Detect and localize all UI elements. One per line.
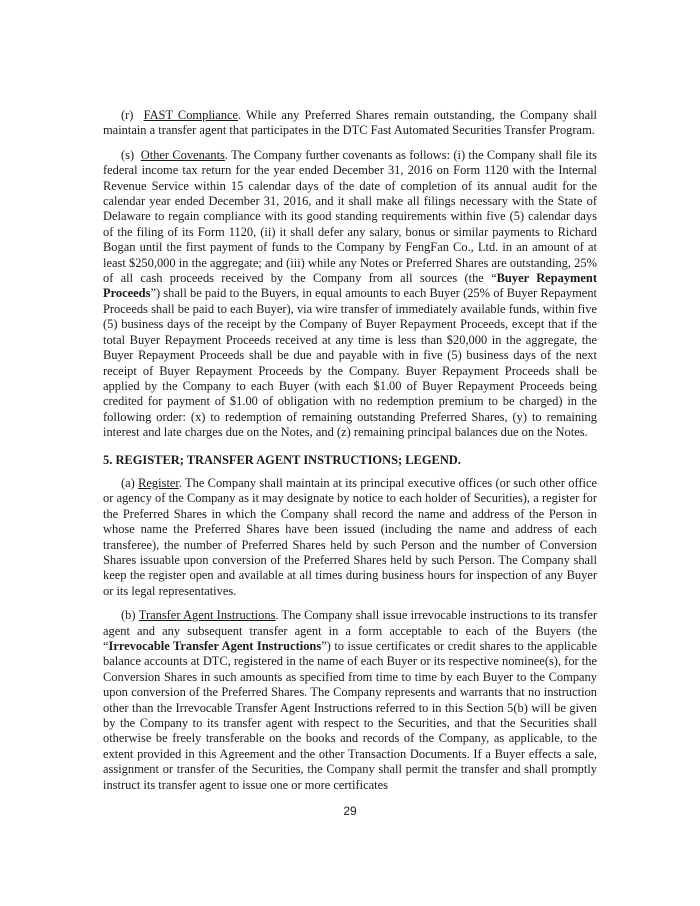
paragraph-text: . The Company shall maintain at its principal executive offices (or such other office or agency of the Company as it may designate by notice to each holder of Securities), a register for the Preferred Shares in which the Company shall record the name and address of the Person in whose name the Preferred Shares have been issued (including the name and address of each transferee), the number of Preferred Shares held by such Person and the number of Conversion Shares issuable upon conversion of the Preferred Shares held by such Person. The Company shall keep the register open and available at all times during business hours for inspection of any Buyer or its legal representatives. <box>103 475 598 598</box>
paragraph-label: (s) <box>121 147 135 162</box>
defined-term: Buyer Repayment Proceeds <box>103 271 597 301</box>
paragraph-title: Register <box>138 475 179 490</box>
paragraph-text: . The Company further covenants as follows: (i) the Company shall file its federal income tax return for the year ended December 31, 2016 on Form 1120 with the Internal Revenue Service within 15 calendar days of the date of completion of its annual audit for the calendar year ended December 31, 2016, and it shall make all filings necessary with the State of Delaware to regain compliance with its good standing requirements within five (5) calendar days of the filing of its Form 1120, (ii) it shall defer any salary, bonus or similar payments to Richard Bogan until the first payment of funds to the Company by FengFan Co., Ltd. in an amount of at least $250,000 in the aggregate; and (iii) while any Notes or Preferred Shares are outstanding, 25% of all cash proceeds received by the Company from all sources (the “ <box>103 147 598 286</box>
paragraph-text: . While any Preferred Shares remain outstanding, the Company shall maintain a transfer agent that participates in the DTC Fast Automated Securities Transfer Program. <box>103 108 597 138</box>
paragraph-title: Other Covenants <box>140 147 225 162</box>
defined-term: Irrevocable Transfer Agent Instructions <box>108 639 322 653</box>
page-number: 29 <box>343 804 357 818</box>
document-body <box>103 108 597 802</box>
paragraph-label: (r) <box>121 108 134 122</box>
paragraph-title: Transfer Agent Instructions <box>138 608 276 623</box>
paragraph-text: ”) shall be paid to the Buyers, in equal amounts to each Buyer (25% of Buyer Repayment Proceeds shall be paid to each Buyer), via wire transfer of immediately available funds, within five (5) business days of the receipt by the Company of Buyer Repayment Proceeds, except that if the total Buyer Repayment Proceeds received at any time is less than $20,000 in the aggregate, the Buyer Repayment Proceeds shall be due and payable with in five (5) business days of the next receipt of Buyer Repayment Proceeds by the Company. Buyer Repayment Proceeds shall be applied by the Company to each Buyer (with each $1.00 of Buyer Repayment Proceeds being credited for payment of $1.00 of obligation with no redemption premium to be charged) in the following order: (x) to redemption of remaining outstanding Preferred Shares, (y) to remaining interest and late charges due on the Notes, and (z) remaining principal balances due on the Notes. <box>103 286 597 440</box>
paragraph-text: . The Company shall issue irrevocable instructions to its transfer agent and any subsequent transfer agent in a form acceptable to each of the Buyers (the “ <box>103 608 597 653</box>
paragraph-other-covenants <box>103 148 597 441</box>
section-heading: 5. REGISTER; TRANSFER AGENT INSTRUCTIONS; LEGEND. <box>103 452 461 467</box>
paragraph-register <box>103 476 597 599</box>
paragraph-fast-compliance <box>103 108 597 139</box>
paragraph-title: FAST Compliance <box>143 108 239 122</box>
paragraph-text: ”) to issue certificates or credit shares to the applicable balance accounts at DTC, registered in the name of each Buyer or its respective nominee(s), for the Conversion Shares in such amounts as specified from time to time by each Buyer to the Company upon conversion of the Preferred Shares. The Company represents and warrants that no instruction other than the Irrevocable Transfer Agent Instructions referred to in this Section 5(b) will be given by the Company to its transfer agent with respect to the Securities, and that the Securities shall otherwise be freely transferable on the books and records of the Company, as applicable, to the extent provided in this Agreement and the other Transaction Documents. If a Buyer effects a sale, assignment or transfer of the Securities, the Company shall permit the transfer and shall promptly instruct its transfer agent to issue one or more certificates <box>103 639 597 792</box>
paragraph-label: (a) <box>121 475 135 490</box>
paragraph-transfer-agent-instructions <box>103 608 597 793</box>
paragraph-label: (b) <box>121 608 136 623</box>
